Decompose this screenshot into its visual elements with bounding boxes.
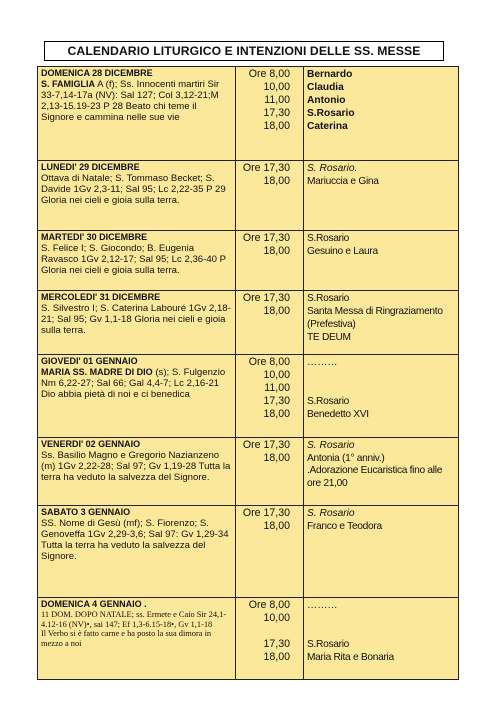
mass-intention: Benedetto XVI [307, 409, 369, 420]
day-info [38, 161, 236, 231]
intentions-cell [304, 355, 459, 438]
mass-time: Ore 8,00 [248, 599, 290, 611]
intentions-cell [304, 67, 459, 161]
intentions-cell [304, 598, 459, 680]
mass-time: Ore 17,30 [242, 232, 290, 244]
day-readings: S. Felice I; S. Giocondo; B. Eugenia Ravasco 1Gv 2,12-17; Sal 95; Lc 2,36-40 P Gloria nei cieli e gioia sulla terra. [41, 243, 226, 276]
day-heading: DOMENICA 28 DICEMBRE [41, 68, 153, 78]
day-feast: MARIA SS. MADRE DI DIO [41, 367, 153, 377]
day-readings: Ottava di Natale; S. Tommaso Becket; S. Davide 1Gv 2,3-11; Sal 95; Lc 2,22-35 P 29 Gloria nei cieli e gioia sulla terra. [41, 173, 226, 206]
day-info [38, 355, 236, 438]
day-antiphon: Il Verbo si è fatto carne e ha posto la sua dimora in mezzo a noi [41, 629, 212, 648]
mass-intention: S.Rosario [307, 293, 350, 304]
mass-intention: ……… [307, 600, 338, 611]
intentions-cell [304, 506, 459, 598]
mass-intention: S.Rosario [307, 396, 350, 407]
mass-intention: Antonio [307, 95, 346, 106]
day-heading: DOMENICA 4 GENNAIO . [41, 599, 147, 609]
mass-intention: Bernardo [307, 69, 353, 80]
times-cell [236, 67, 304, 161]
day-row-mer31 [38, 291, 459, 355]
times-cell [236, 438, 304, 506]
day-feast: S. FAMIGLIA [41, 79, 95, 89]
mass-intention: Gesuino e Laura [307, 246, 378, 257]
mass-intention: S. Rosario [307, 508, 355, 519]
day-readings [41, 367, 232, 400]
intentions-cell [304, 438, 459, 506]
times-cell [236, 598, 304, 680]
mass-intention: S.Rosario [307, 639, 350, 650]
day-row-gio01 [38, 355, 459, 438]
mass-intention: Claudia [307, 82, 344, 93]
day-readings: SS. Nome di Gesù (mf); S. Fiorenzo; S. Genoveffa 1Gv 2,29-3,6; Sal 97: Gv 1,29-34 Tutta la terra ha veduto la salvezza del Signore. [41, 518, 229, 562]
mass-intention: Maria Rita e Bonaria [307, 652, 394, 663]
mass-time: 11,00 [264, 382, 290, 394]
day-info [38, 598, 236, 680]
mass-time: Ore 17,30 [242, 439, 290, 451]
day-heading: MARTEDI' 30 DICEMBRE [41, 232, 148, 242]
mass-time: 18,00 [263, 452, 290, 464]
day-info [38, 506, 236, 598]
mass-time: 18,00 [263, 245, 290, 257]
mass-intention-empty [307, 612, 455, 625]
times-cell [236, 161, 304, 231]
mass-intention: Mariuccia e Gina [307, 176, 379, 187]
intentions-cell [304, 161, 459, 231]
mass-time-empty [239, 625, 300, 638]
times-cell [236, 506, 304, 598]
mass-time: 17,30 [263, 638, 290, 650]
day-info [38, 291, 236, 355]
mass-intention-empty [307, 369, 455, 382]
calendar-table [37, 66, 459, 680]
day-row-dom28 [38, 67, 459, 161]
day-heading: GIOVEDI' 01 GENNAIO [41, 356, 138, 366]
day-readings: Ss. Basilio Magno e Gregorio Nazianzeno (m) 1Gv 2,22-28; Sal 97; Gv 1,19-28 Tutta la terra ha veduto la salvezza del Signore. [41, 450, 231, 483]
mass-time: Ore 8,00 [248, 356, 290, 368]
times-cell [236, 355, 304, 438]
mass-time: 18,00 [263, 120, 290, 132]
intentions-cell [304, 291, 459, 355]
mass-intention-empty [307, 625, 455, 638]
day-info [38, 67, 236, 161]
day-row-lun29 [38, 161, 459, 231]
page-title: CALENDARIO LITURGICO E INTENZIONI DELLE SS. MESSE [44, 41, 444, 61]
day-row-ven02 [38, 438, 459, 506]
mass-time: Ore 17,30 [242, 507, 290, 519]
day-info [38, 231, 236, 291]
day-readings: S. Silvestro I; S. Caterina Labouré 1Gv 2,18-21; Sal 95; Gv 1,1-18 Gloria nei cieli e gioia sulla terra. [41, 303, 231, 336]
mass-time: 17,30 [263, 107, 290, 119]
mass-intention-empty [307, 382, 455, 395]
day-row-sab03 [38, 506, 459, 598]
mass-intention: S.Rosario [307, 108, 355, 119]
day-row-dom04 [38, 598, 459, 680]
mass-intention: S. Rosario. [307, 163, 358, 174]
day-readings: 11 DOM. DOPO NATALE; ss. Ermete e Caio Sir 24,1-4.12-16 (NV)•, sai 147; Ef 1,3-6.15-18•, Gv 1,1-18 [41, 610, 227, 629]
day-readings [41, 79, 232, 123]
mass-intention: Franco e Teodora [307, 521, 382, 532]
day-heading: VENERDI' 02 GENNAIO [41, 439, 141, 449]
mass-intention: S. Rosario [307, 440, 355, 451]
day-info [38, 438, 236, 506]
times-cell [236, 291, 304, 355]
mass-time: Ore 8,00 [248, 68, 290, 80]
mass-time: 18,00 [263, 175, 290, 187]
mass-time: 18,00 [263, 305, 290, 317]
times-cell [236, 231, 304, 291]
mass-time: 11,00 [264, 94, 290, 106]
mass-time: Ore 17,30 [242, 162, 290, 174]
mass-intention: TE DEUM [307, 332, 351, 343]
mass-time: 10,00 [263, 612, 290, 624]
day-row-mar30 [38, 231, 459, 291]
mass-intention: .Adorazione Eucaristica fino alle ore 21,00 [307, 465, 443, 489]
mass-intention: (Prefestiva) [307, 319, 356, 330]
day-heading: SABATO 3 GENNAIO [41, 507, 131, 517]
mass-intention: Caterina [307, 121, 348, 132]
mass-intention: ……… [307, 357, 338, 368]
mass-intention: Santa Messa di Ringraziamento [307, 306, 443, 317]
mass-intention: S.Rosario [307, 233, 350, 244]
mass-time: 18,00 [263, 520, 290, 532]
mass-time: 17,30 [263, 395, 290, 407]
mass-time: 18,00 [263, 408, 290, 420]
day-readings-text: A (f); Ss. Innocenti martiri Sir 33-7,14-17a (NV): Sal 127; Col 3,12-21;M 2,13-15.19-23 P 28 Beato chi teme il Signore e cammina nelle sue vie [41, 79, 220, 123]
day-heading: MERCOLEDI' 31 DICEMBRE [41, 292, 161, 302]
day-readings-text: (s); S. Fulgenzio Nm 6,22-27; Sal 66; Gal 4,4-7; Lc 2,16-21 Dio abbia pietà di noi e ci benedica [41, 367, 226, 400]
mass-intention: Antonia (1° anniv.) [307, 453, 385, 464]
mass-time: 10,00 [263, 81, 290, 93]
mass-time: 18,00 [263, 651, 290, 663]
day-heading: LUNEDI' 29 DICEMBRE [41, 162, 140, 172]
intentions-cell [304, 231, 459, 291]
mass-time: 10,00 [263, 369, 290, 381]
mass-time: Ore 17,30 [242, 292, 290, 304]
